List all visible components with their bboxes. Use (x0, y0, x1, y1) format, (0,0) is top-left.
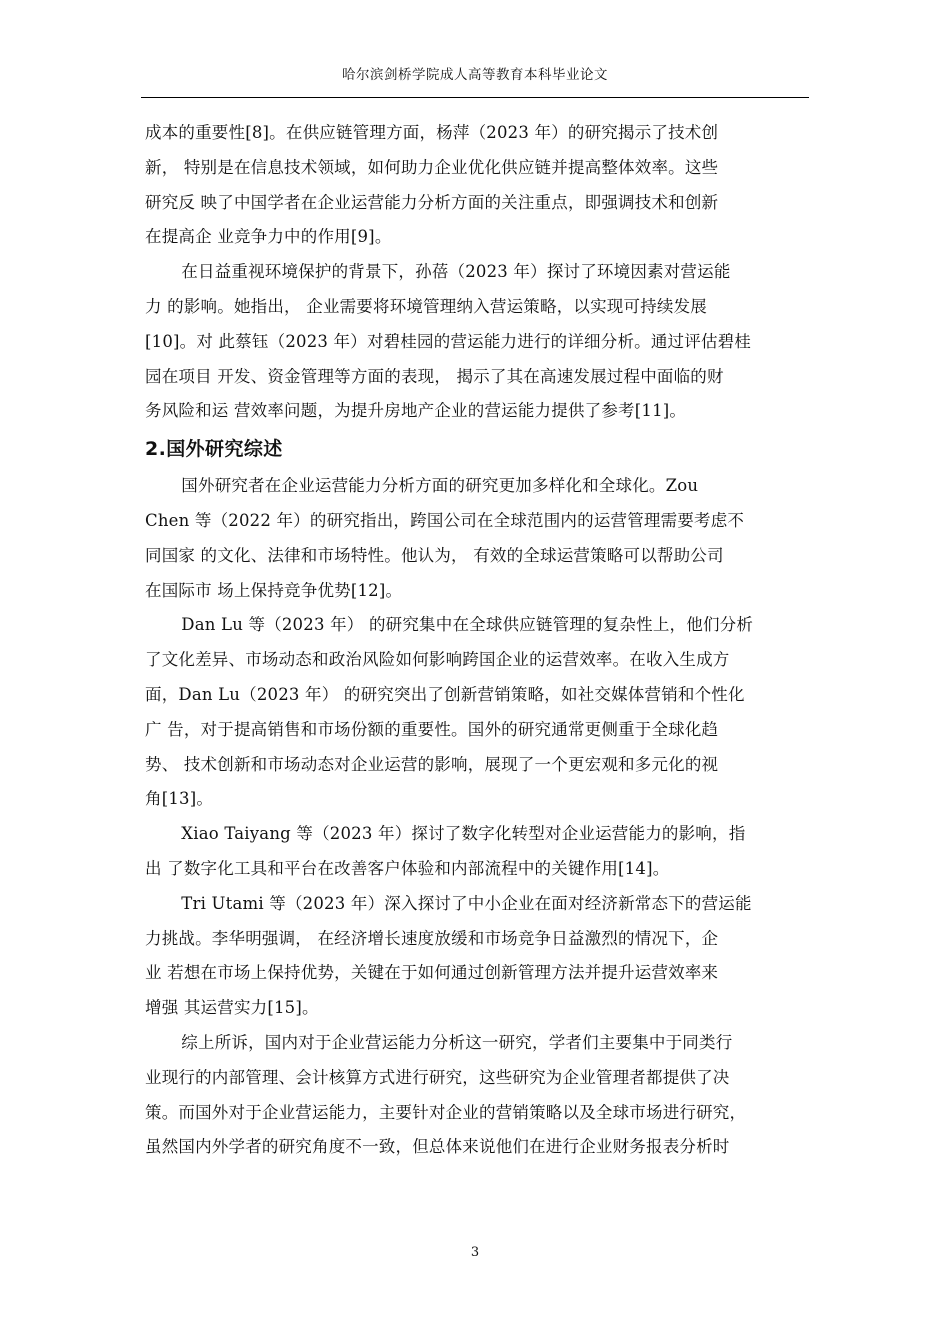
running-header: 哈尔滨剑桥学院成人高等教育本科毕业论文 (342, 67, 608, 83)
paragraph-foreign-sme: Tri Utami 等（2023 年）深入探讨了中小企业在面对经济新常态下的营运能 力挑战。李华明强调， 在经济增长速度放缓和市场竞争日益激烈的情况下，企 业 若想在市场上保持优势，关键在于如何通过创新管理方法并提升运营效率来 增强 其运营实力[15]。 (145, 893, 752, 1018)
paragraph-summary: 综上所诉，国内对于企业营运能力分析这一研究，学者们主要集中于同类行 业现行的内部管理、会计核算方式进行研究，这些研究为企业管理者都提供了决 策。而国外对于企业营运能力，主要针对企业的营销策略以及全球市场进行研究， 虽然国内外学者的研究角度不一致，但总体来说他们在进行企业财务报表分析时 (145, 1032, 747, 1157)
paragraph-domestic-environment: 在日益重视环境保护的背景下，孙蓓（2023 年）探讨了环境因素对营运能 力 的影响。她指出， 企业需要将环境管理纳入营运策略，以实现可持续发展 [10]。对 此蔡钰（2023 年）对碧桂园的营运能力进行的详细分析。通过评估碧桂 园在项目 开发、资金管理等方面的表现， 揭示了其在高速发展过程中面临的财 务风险和运 营效率问题，为提升房地产企业的营运能力提供了参考[11]。 (145, 262, 752, 421)
paragraph-foreign-supply-chain: Dan Lu 等（2023 年） 的研究集中在全球供应链管理的复杂性上，他们分析 了文化差异、市场动态和政治风险如何影响跨国企业的运营效率。在收入生成方 面，Dan Lu（2023 年） 的研究突出了创新营销策略，如社交媒体营销和个性化 广 告，对于提高销售和市场份额的重要性。国外的研究通常更侧重于全球化趋 势、 技术创新和市场动态对企业运营的影响，展现了一个更宏观和多元化的视 角[13]。 (145, 615, 754, 809)
section-heading-foreign-review: 2.国外研究综述 (145, 438, 283, 461)
page-body (145, 116, 809, 1165)
paragraph-foreign-global: 国外研究者在企业运营能力分析方面的研究更加多样化和全球化。Zou Chen 等（2022 年）的研究指出，跨国公司在全球范围内的运营管理需要考虑不 同国家 的文化、法律和市场特性。他认为， 有效的全球运营策略可以帮助公司 在国际市 场上保持竞争优势[12]。 (145, 476, 745, 600)
paragraph-foreign-digital: Xiao Taiyang 等（2023 年）探讨了数字化转型对企业运营能力的影响，指 出 了数字化工具和平台在改善客户体验和内部流程中的关键作用[14]。 (145, 824, 746, 878)
header-rule (141, 97, 809, 98)
page-number: 3 (470, 1245, 480, 1260)
paragraph-domestic-supply-chain: 成本的重要性[8]。在供应链管理方面，杨萍（2023 年）的研究揭示了技术创 新， 特别是在信息技术领域，如何助力企业优化供应链并提高整体效率。这些 研究反 映了中国学者在企业运营能力分析方面的关注重点，即强调技术和创新 在提高企 业竞争力中的作用[9]。 (145, 123, 719, 247)
